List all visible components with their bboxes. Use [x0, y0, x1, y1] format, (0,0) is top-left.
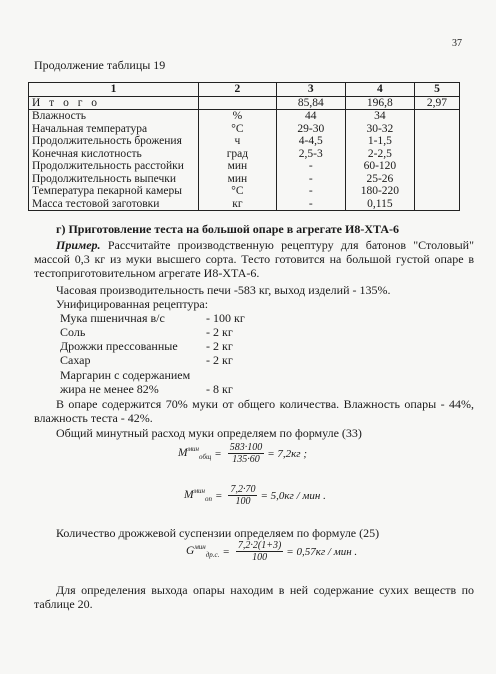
recipe-item-value: - 100 кг: [206, 311, 245, 325]
recipe-item-margarine-line1: Маргарин с содержанием: [60, 368, 191, 382]
table-cell: %: [199, 110, 277, 123]
table-cell: ч: [199, 135, 277, 148]
table-cell: 29-30: [276, 123, 345, 136]
formula-sub: общ: [199, 453, 212, 462]
recipe-item-name: жира не менее 82%: [60, 382, 159, 396]
formula-numerator: 7,2·70: [230, 484, 256, 495]
formula-denominator: 100: [235, 496, 251, 507]
header-cell: 5: [414, 83, 459, 97]
table-row: [29, 173, 460, 186]
table-cell: 180-220: [345, 185, 414, 198]
header-cell: 3: [276, 83, 345, 97]
table-cell: Температура пекарной камеры: [29, 185, 199, 198]
table-cell: мин: [199, 160, 277, 173]
table-cell: [414, 185, 459, 198]
formula-denominator: 135·60: [232, 454, 260, 465]
yeast-paragraph: Количество дрожжевой суспензии определяем по формуле (25): [56, 526, 380, 540]
table-cell: кг: [199, 198, 277, 211]
formula-yeast-suspension: $G^{мин}_{др.с.}$ = $\frac{7,2\cdot 2(1+3)}{100}$ = 0,57кг / мин .: [186, 540, 358, 563]
table-cell: °С: [199, 185, 277, 198]
table-cell: мин: [199, 173, 277, 186]
table-row: [29, 123, 460, 136]
formula-sup: мин: [194, 543, 206, 552]
recipe-item: [60, 353, 233, 367]
header-cell: 1: [29, 83, 199, 97]
formula-numerator: 583·100: [229, 442, 263, 453]
table-cell: °С: [199, 123, 277, 136]
parameters-table: [28, 82, 460, 211]
recipe-item-value: - 2 кг: [206, 339, 233, 353]
recipe-item-value: - 8 кг: [206, 382, 233, 396]
section-title: г) Приготовление теста на большой опаре в агрегате И8-ХТА-6: [56, 222, 400, 236]
formula-numerator: 7,2·2(1+3): [237, 540, 282, 551]
formula-result: = 0,57кг / мин .: [286, 545, 358, 558]
table-cell: 0,115: [345, 198, 414, 211]
table-cell: град: [199, 148, 277, 161]
table-cell: [414, 123, 459, 136]
formula-result: = 7,2кг ;: [267, 447, 307, 460]
recipe-item-name: Мука пшеничная в/с: [60, 311, 165, 325]
table-cell: [414, 160, 459, 173]
table-row-itogo: [29, 96, 460, 110]
final-paragraph: Для определения выхода опары находим в ней содержание сухих веществ по таблице 20.: [34, 583, 474, 611]
formula-sup: мин: [193, 487, 206, 496]
example-paragraph: [34, 238, 474, 280]
formula-sup: мин: [187, 445, 200, 454]
sponge-paragraph: В опаре содержится 70% муки от общего количества. Влажность опары - 44%, влажность теста - 42%.: [34, 397, 474, 425]
table-row: [29, 148, 460, 161]
table-cell: 34: [345, 110, 414, 123]
formula-flour-total: $M^{мин}_{общ}$ = $\frac{583\cdot 100}{135\cdot 60}$ = 7,2кг ;: [178, 442, 307, 465]
table-cell: -: [276, 185, 345, 198]
table-row: [29, 135, 460, 148]
recipe-item: [60, 311, 245, 325]
table-cell: 1-1,5: [345, 135, 414, 148]
table-cell: -: [276, 160, 345, 173]
table-row: [29, 110, 460, 123]
table-cell: 30-32: [345, 123, 414, 136]
recipe-item-value: - 2 кг: [206, 325, 233, 339]
hourly-capacity: Часовая производительность печи -583 кг, выход изделий - 135%.: [56, 283, 391, 297]
formula-symbol: M: [184, 489, 194, 502]
recipe-title: Унифицированная рецептура:: [56, 297, 209, 311]
table-cell: Масса тестовой заготовки: [29, 198, 199, 211]
table-cell: Продолжительность расстойки: [29, 160, 199, 173]
table-cell: 44: [276, 110, 345, 123]
table-cell: [414, 173, 459, 186]
table-cell: -: [276, 198, 345, 211]
formula-symbol: G: [186, 545, 195, 558]
flow-paragraph: Общий минутный расход муки определяем по формуле (33): [56, 426, 362, 440]
table-cell: [414, 135, 459, 148]
table-caption: Продолжение таблицы 19: [34, 58, 166, 72]
table-row: [29, 198, 460, 211]
table-cell: 60-120: [345, 160, 414, 173]
table-cell: Влажность: [29, 110, 199, 123]
table-cell: Продолжительность выпечки: [29, 173, 199, 186]
recipe-item-name: Сахар: [60, 353, 91, 367]
table-cell: 4-4,5: [276, 135, 345, 148]
table-cell: Конечная кислотность: [29, 148, 199, 161]
table-header-row: [29, 83, 460, 97]
table-cell: 2,97: [414, 96, 459, 110]
table-row: [29, 160, 460, 173]
table-cell: Продолжительность брожения: [29, 135, 199, 148]
table-cell: И т о г о: [29, 96, 199, 110]
table-cell: [199, 96, 277, 110]
table-cell: [414, 198, 459, 211]
formula-sub: оп: [205, 495, 213, 504]
table-cell: [414, 148, 459, 161]
page-number: 37: [452, 38, 462, 49]
table-cell: 196,8: [345, 96, 414, 110]
formula-sub: др.с.: [205, 551, 220, 560]
table-cell: [414, 110, 459, 123]
recipe-item-name: Дрожжи прессованные: [60, 339, 178, 353]
recipe-item-value: - 2 кг: [206, 353, 233, 367]
formula-flour-sponge: $M^{мин}_{оп}$ = $\frac{7,2\cdot 70}{100}$ = 5,0кг / мин .: [184, 484, 326, 507]
formula-result: = 5,0кг / мин .: [260, 489, 326, 502]
recipe-item: [60, 325, 233, 339]
table-row: [29, 185, 460, 198]
table-cell: -: [276, 173, 345, 186]
example-label: Пример.: [56, 238, 101, 252]
formula-symbol: M: [178, 447, 188, 460]
formula-denominator: 100: [252, 552, 268, 563]
recipe-item-name: Соль: [60, 325, 86, 339]
table-cell: 2,5-3: [276, 148, 345, 161]
table-cell: 2-2,5: [345, 148, 414, 161]
header-cell: 2: [199, 83, 277, 97]
recipe-item: [60, 339, 233, 353]
table-cell: Начальная температура: [29, 123, 199, 136]
table-cell: 25-26: [345, 173, 414, 186]
table-cell: 85,84: [276, 96, 345, 110]
recipe-item: [60, 382, 233, 396]
header-cell: 4: [345, 83, 414, 97]
example-text: Рассчитайте производственную рецептуру для батонов "Столовый" массой 0,3 кг из муки высшего сорта. Тесто готовится на большой густой опаре в тестоприготовительном агрегате И8-ХТА-6.: [34, 238, 474, 280]
